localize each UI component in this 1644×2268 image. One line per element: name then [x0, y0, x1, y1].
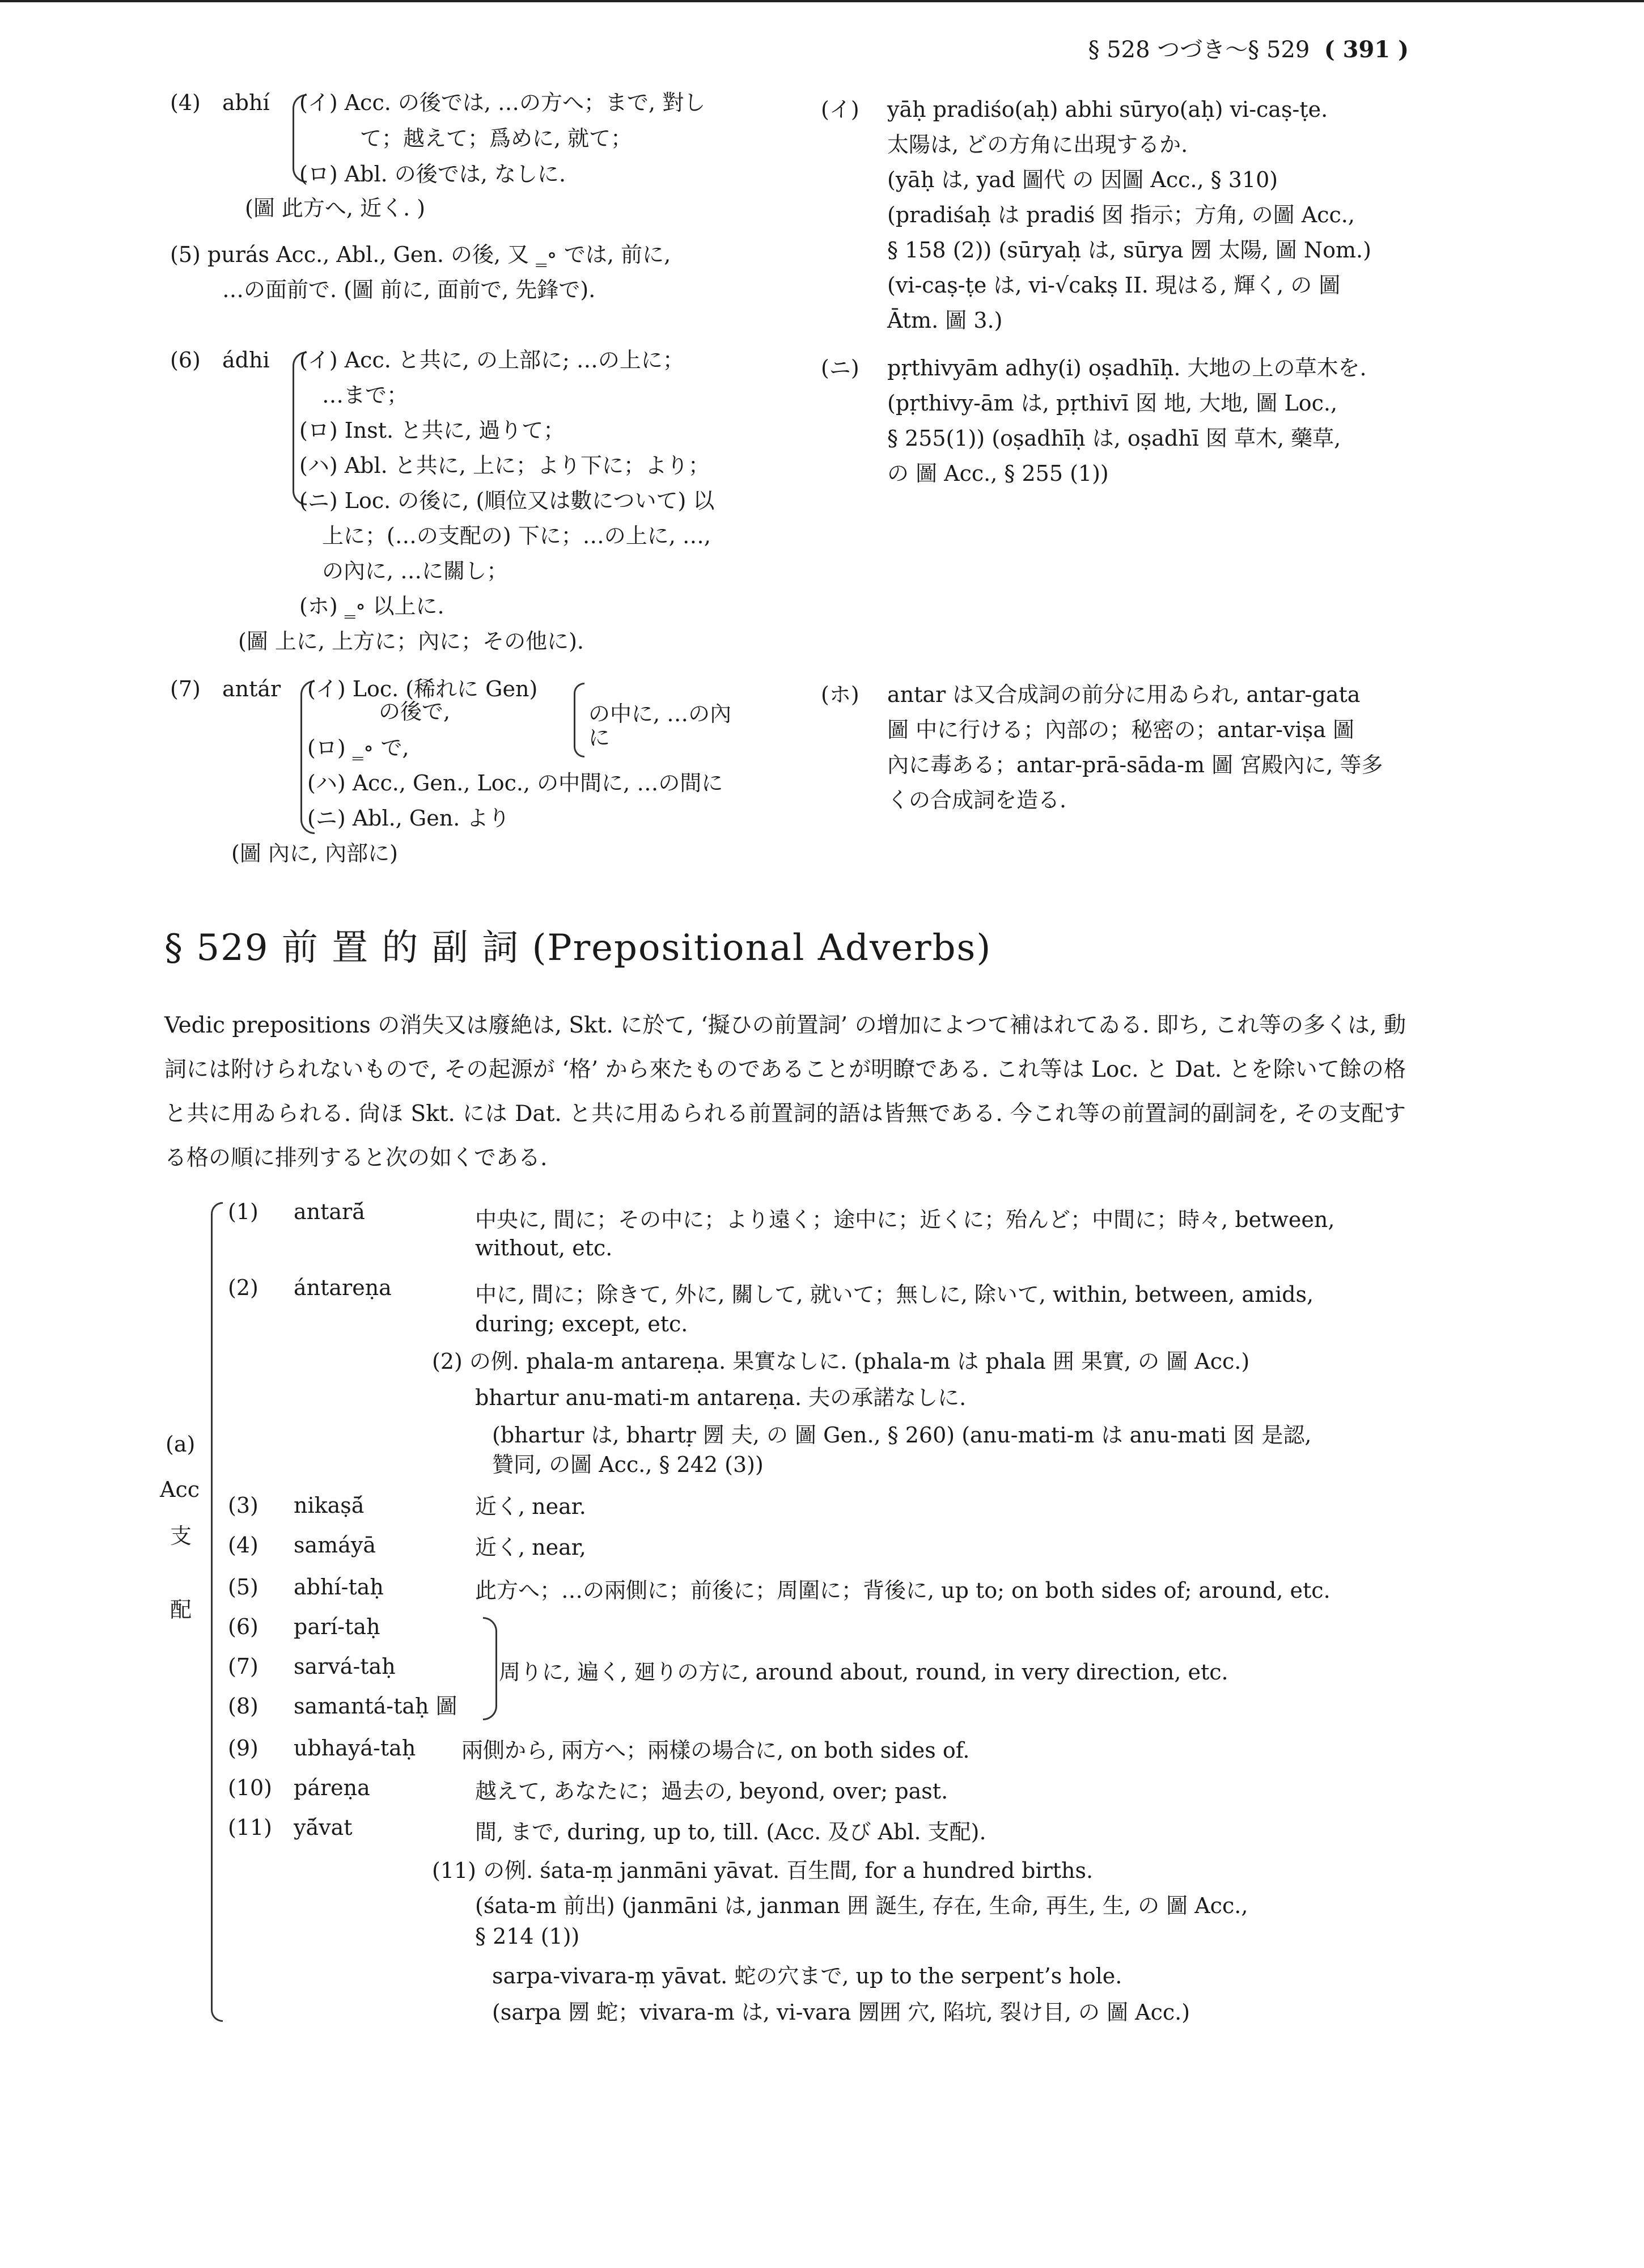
item7-note: (圖 內に, 內部に): [231, 841, 398, 866]
item6-sub-ni-line3: の內に, …に關し；: [322, 558, 509, 583]
adverb-gloss: 兩側から, 兩方へ；兩樣の場合に, on both sides of.: [461, 1738, 970, 1763]
group-brace: [483, 1617, 497, 1720]
adverb-num: (9): [228, 1736, 259, 1761]
item6-sub-ho: (ホ) ‗∘ 以上に.: [299, 594, 444, 619]
right-item-ni-line3: § 255(1)) (oṣadhīḥ は, oṣadhī 囡 草木, 藥草,: [887, 426, 1341, 451]
item7-sub-ha: (ハ) Acc., Gen., Loc., の中間に, …の間に: [307, 771, 723, 796]
adverb-word: páreṇa: [294, 1775, 370, 1800]
adverb-word: samantá-taḥ 圖: [294, 1694, 457, 1719]
side-label-a: (a): [166, 1432, 196, 1457]
right-item-i-label: (イ): [821, 97, 859, 122]
right-item-ho-label: (ホ): [821, 682, 859, 707]
example2-line4: 贊同, の圖 Acc., § 242 (3)): [492, 1452, 764, 1477]
right-item-ni-line1: pṛthivyām adhy(i) oṣadhīḥ. 大地の上の草木を.: [887, 356, 1367, 380]
adverb-word: yā́vat: [294, 1815, 353, 1840]
adverb-num: (11): [228, 1815, 273, 1840]
example11-line3: § 214 (1)): [475, 1924, 580, 1949]
right-item-ni-line4: の 圖 Acc., § 255 (1)): [887, 461, 1109, 486]
adverb-num: (7): [228, 1654, 259, 1679]
adverb-gloss: 間, まで, during, up to, till. (Acc. 及び Abl. 支配).: [475, 1820, 986, 1844]
item6-sub-ni-line1: (ニ) Loc. の後に, (順位又は數について) 以: [299, 488, 715, 513]
adverb-num: (4): [228, 1533, 259, 1558]
right-item-i-line5: § 158 (2)) (sūryaḥ は, sūrya 圐 太陽, 圖 Nom.): [887, 238, 1371, 263]
item6-note: (圖 上に, 上方に；內に；その他に).: [238, 629, 584, 654]
item4-note: (圖 此方へ, 近く. ): [245, 196, 426, 221]
adverb-word: ántareṇa: [294, 1275, 392, 1300]
adverb-num: (3): [228, 1493, 259, 1518]
adverb-num: (6): [228, 1614, 259, 1639]
item6-sub-ha: (ハ) Abl. と共に, 上に；より下に；より；: [299, 453, 710, 478]
adverb-gloss-cont: during; except, etc.: [475, 1311, 688, 1336]
page-number: ( 391 ): [1324, 36, 1409, 63]
example11-line5: (sarpa 圐 蛇；vivara-m は, vi-vara 圐囲 穴, 陷坑, 裂け目, の 圖 Acc.): [492, 2000, 1190, 2025]
side-label-acc: Acc: [160, 1477, 200, 1502]
right-item-ho-line3: 內に毒ある；antar-prā-sāda-m 圖 宮殿內に, 等多: [887, 752, 1383, 777]
adverb-num: (10): [228, 1775, 273, 1800]
adverb-num: (2): [228, 1275, 259, 1300]
item7-sub-ni: (ニ) Abl., Gen. より: [307, 806, 510, 831]
item7-sub-ro: (ロ) ‗∘ で,: [307, 735, 409, 760]
acc-group-bracket: [211, 1202, 223, 2022]
adverb-num: (8): [228, 1694, 259, 1719]
item6-word: ádhi: [222, 348, 270, 373]
item4-sub-ro: (ロ) Abl. の後では, なしに.: [299, 162, 566, 187]
intro-paragraph: Vedic prepositions の消失又は廢絶は, Skt. に於て, ‘擬ひの前置詞’ の增加によつて補はれてゐる. 即ち, これ等の多くは, 動詞には附けられないもので, その起源が ‘格’ から來たものであることが明瞭である. これ等は Loc. と Dat. とを除いて餘の格と共に用ゐられる. 尙ほ Skt. には Dat. と共に用ゐられる前置詞的語は皆無である. 今これ等の前置詞的副詞を, その支配する格の順に排列すると次の如くである.: [164, 1013, 1406, 1171]
right-item-i-line2: 太陽は, どの方角に出現するか.: [887, 132, 1188, 157]
item6-sub-ni-line2: 上に；(…の支配の) 下に；…の上に, …,: [322, 523, 711, 548]
adverb-gloss: 近く, near.: [475, 1494, 586, 1519]
item7-brace-line2: に: [588, 725, 611, 750]
item7-inner-brace: [574, 683, 584, 758]
adverb-num: (5): [228, 1575, 259, 1600]
item6-sub-i-line1: (イ) Acc. と共に, の上部に; …の上に；: [299, 348, 684, 373]
example2-line3: (bhartur は, bhartṛ 圐 夫, の 圖 Gen., § 260) (anu-mati-m は anu-mati 囡 是認,: [492, 1423, 1312, 1448]
adverb-word: ubhayá-taḥ: [294, 1736, 416, 1761]
adverb-gloss: 近く, near,: [475, 1535, 586, 1560]
side-label-hai: 配: [170, 1597, 192, 1622]
item6-sub-ro: (ロ) Inst. と共に, 過りて；: [299, 418, 565, 443]
adverb-word: sarvá-taḥ: [294, 1654, 396, 1679]
right-item-i-line4: (pradiśaḥ は pradiś 囡 指示；方角, の圖 Acc.,: [887, 202, 1355, 227]
group-gloss: 周りに, 遍く, 廻りの方に, around about, round, in very direction, etc.: [499, 1660, 1228, 1685]
adverb-num: (1): [228, 1199, 259, 1224]
right-item-ho-line4: くの合成詞を造る.: [887, 788, 1067, 813]
item6-sub-i-line2: …まで；: [322, 383, 409, 408]
item7-word: antár: [222, 676, 281, 701]
example2-line2: bhartur anu-mati-m antareṇa. 夫の承諾なしに.: [475, 1385, 967, 1410]
adverb-word: parí-taḥ: [294, 1614, 380, 1639]
item7-sub-i-line1: (イ) Loc. (稀れに Gen): [307, 676, 538, 701]
adverb-word: antarā́: [294, 1199, 365, 1224]
right-item-ho-line2: 圖 中に行ける；內部の；秘密の；antar-viṣa 圖: [887, 717, 1354, 742]
adverb-gloss: 中央に, 間に；その中に；より遠く；途中に；近くに；殆んど；中間に；時々, between,: [475, 1207, 1335, 1232]
right-item-i-line1: yāḥ pradiśo(aḥ) abhi sūryo(aḥ) vi-caṣ-ṭe.: [887, 97, 1328, 122]
section-title: § 529 前 置 的 副 詞 (Prepositional Adverbs): [164, 927, 992, 969]
adverb-word: samáyā: [294, 1533, 376, 1558]
top-rule: [0, 0, 1644, 2]
side-label-ku: 支: [170, 1524, 192, 1548]
right-item-ni-line2: (pṛthivy-ām は, pṛthivī 囡 地, 大地, 圖 Loc.,: [887, 391, 1338, 416]
adverb-gloss: 越えて, あなたに；過去の, beyond, over; past.: [475, 1779, 948, 1804]
item4-num: (4): [170, 90, 201, 115]
right-item-i-line6: (vi-caṣ-ṭe は, vi-√cakṣ II. 現はる, 輝く, の 圖: [887, 273, 1341, 298]
item5-line2: …の面前で. (圖 前に, 面前で, 先鋒で).: [222, 277, 596, 302]
adverb-gloss-cont: without, etc.: [475, 1235, 613, 1260]
adverb-word: abhí-taḥ: [294, 1575, 384, 1600]
right-item-i-line3: (yāḥ は, yad 圖代 の 因圖 Acc., § 310): [887, 167, 1278, 192]
example11-line2: (śata-m 前出) (janmāni は, janman 囲 誕生, 存在, 生命, 再生, 生, の 圖 Acc.,: [475, 1893, 1248, 1918]
adverb-gloss: 中に, 間に；除きて, 外に, 關して, 就いて；無しに, 除いて, within, between, amids,: [475, 1282, 1314, 1307]
example11-line1: (11) の例. śata-ṃ janmāni yāvat. 百生間, for a hundred births.: [432, 1858, 1094, 1883]
running-header: [1088, 36, 1409, 63]
item5-line1: (5) purás Acc., Abl., Gen. の後, 又 ‗∘ では, 前に,: [170, 242, 671, 267]
item7-num: (7): [170, 676, 201, 701]
item6-num: (6): [170, 348, 201, 373]
item4-word: abhí: [222, 90, 270, 115]
right-item-ni-label: (ニ): [821, 356, 859, 380]
right-item-i-line7: Ātm. 圖 3.): [887, 308, 1003, 333]
adverb-gloss: 此方へ；…の兩側に；前後に；周圍に；背後に, up to; on both sides of; around, etc.: [475, 1578, 1331, 1603]
item4-sub-i-line2: て；越えて；爲めに, 就て；: [360, 126, 633, 151]
right-item-ho-line1: antar は又合成詞の前分に用ゐられ, antar-gata: [887, 682, 1361, 707]
section-range: § 528 つづき〜§ 529: [1088, 37, 1310, 63]
adverb-word: nikaṣā́: [294, 1493, 365, 1518]
example2-line1: (2) の例. phala-m antareṇa. 果實なしに. (phala-m は phala 囲 果實, の 圖 Acc.): [432, 1349, 1250, 1374]
item4-sub-i-line1: (イ) Acc. の後では, …の方へ；まで, 對し: [299, 90, 706, 115]
item7-brace-line1: の中に, …の內: [588, 701, 732, 726]
item7-sub-i-line2: の後で,: [379, 699, 451, 724]
example11-line4: sarpa-vivara-ṃ yāvat. 蛇の穴まで, up to the serpent’s hole.: [492, 1964, 1122, 1988]
